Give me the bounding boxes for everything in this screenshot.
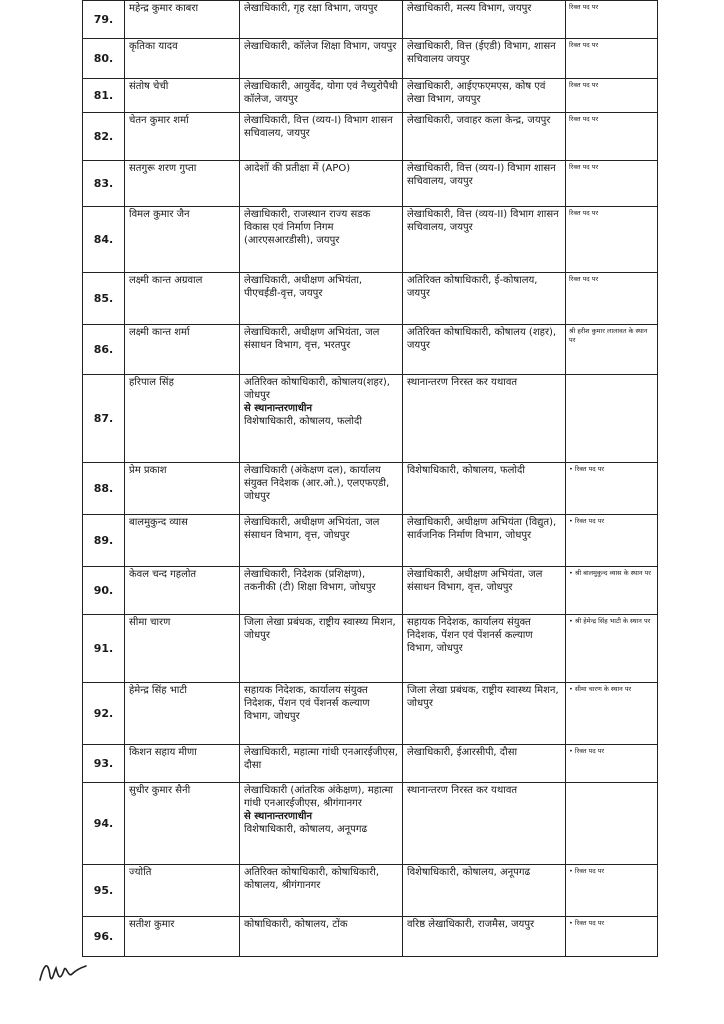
transfer-pending-note: से स्थानान्तरणाधीन: [244, 403, 313, 414]
serial-number: 87.: [83, 375, 125, 463]
remark: [566, 161, 658, 207]
serial-number: 90.: [83, 567, 125, 615]
remark-text: रिक्त पद पर: [569, 209, 599, 217]
table-row: [83, 273, 658, 325]
remark: [566, 917, 658, 957]
employee-name: सतीश कुमार: [125, 917, 240, 957]
table-row: [83, 375, 658, 463]
employee-name: महेन्द्र कुमार काबरा: [125, 1, 240, 39]
table-row: [83, 615, 658, 683]
remark: [566, 515, 658, 567]
employee-name: संतोष चेची: [125, 79, 240, 113]
serial-number: 94.: [83, 783, 125, 865]
current-posting: लेखाधिकारी, अधीक्षण अभियंता, जल संसाधन विभाग, वृत्त, जोधपुर: [240, 515, 403, 567]
new-posting: विशेषाधिकारी, कोषालय, फलोदी: [403, 463, 566, 515]
remark: [566, 745, 658, 783]
remark: [566, 375, 658, 463]
new-posting: लेखाधिकारी, मत्स्य विभाग, जयपुर: [403, 1, 566, 39]
remark-text: रिक्त पद पर: [569, 3, 599, 11]
current-posting: लेखाधिकारी, अधीक्षण अभियंता, पीएचईडी-वृत्त, जयपुर: [240, 273, 403, 325]
table-row: [83, 783, 658, 865]
employee-name: ज्योति: [125, 865, 240, 917]
table-row: [83, 1, 658, 39]
table-row: [83, 113, 658, 161]
current-posting: लेखाधिकारी, कॉलेज शिक्षा विभाग, जयपुर: [240, 39, 403, 79]
table-row: [83, 79, 658, 113]
employee-name: बालमुकुन्द व्यास: [125, 515, 240, 567]
employee-name: विमल कुमार जैन: [125, 207, 240, 273]
new-posting: लेखाधिकारी, जवाहर कला केन्द्र, जयपुर: [403, 113, 566, 161]
employee-name: सतगुरू शरण गुप्ता: [125, 161, 240, 207]
new-posting: स्थानान्तरण निरस्त कर यथावत: [403, 375, 566, 463]
current-posting: लेखाधिकारी (अंकेक्षण दल), कार्यालय संयुक्त निदेशक (आर.ओ.), एलएफएडी, जोधपुर: [240, 463, 403, 515]
new-posting: सहायक निदेशक, कार्यालय संयुक्त निदेशक, पेंशन एवं पेंशनर्स कल्याण विभाग, जोधपुर: [403, 615, 566, 683]
employee-name: कृतिका यादव: [125, 39, 240, 79]
serial-number: 81.: [83, 79, 125, 113]
current-posting: [240, 375, 403, 463]
current-posting-part: लेखाधिकारी (आंतरिक अंकेक्षण), महात्मा गांधी एनआरईजीएस, श्रीगंगानगर: [244, 785, 394, 809]
table-row: [83, 917, 658, 957]
serial-number: 95.: [83, 865, 125, 917]
remark: [566, 783, 658, 865]
new-posting: लेखाधिकारी, वित्त (ईएडी) विभाग, शासन सचिवालय जयपुर: [403, 39, 566, 79]
remark-text: रिक्त पद पर: [569, 81, 599, 89]
table-row: [83, 207, 658, 273]
serial-number: 96.: [83, 917, 125, 957]
serial-number: 89.: [83, 515, 125, 567]
remark-text: • रिक्त पद पर: [569, 867, 604, 875]
employee-name: प्रेम प्रकाश: [125, 463, 240, 515]
remark-text: रिक्त पद पर: [569, 275, 599, 283]
remark: [566, 113, 658, 161]
remark: [566, 1, 658, 39]
serial-number: 93.: [83, 745, 125, 783]
remark-text: • रिक्त पद पर: [569, 465, 604, 473]
transfer-pending-note: से स्थानान्तरणाधीन: [244, 811, 313, 822]
serial-number: 83.: [83, 161, 125, 207]
table-row: [83, 515, 658, 567]
remark: [566, 207, 658, 273]
current-posting-part: अतिरिक्त कोषाधिकारी, कोषालय(शहर), जोधपुर: [244, 377, 390, 401]
table-row: [83, 683, 658, 745]
new-posting: लेखाधिकारी, अधीक्षण अभियंता (विद्युत), सार्वजनिक निर्माण विभाग, जोधपुर: [403, 515, 566, 567]
serial-number: 88.: [83, 463, 125, 515]
remark-text: • रिक्त पद पर: [569, 517, 604, 525]
remark: [566, 325, 658, 375]
employee-name: केवल चन्द गहलोत: [125, 567, 240, 615]
new-posting: वरिष्ठ लेखाधिकारी, राजमैस, जयपुर: [403, 917, 566, 957]
transfer-order-table: [82, 0, 657, 957]
table-row: [83, 325, 658, 375]
current-posting: लेखाधिकारी, आयुर्वेद, योगा एवं नैच्युरोपैथी कॉलेज, जयपुर: [240, 79, 403, 113]
serial-number: 91.: [83, 615, 125, 683]
remark: [566, 463, 658, 515]
current-posting: सहायक निदेशक, कार्यालय संयुक्त निदेशक, पेंशन एवं पेंशनर्स कल्याण विभाग, जोधपुर: [240, 683, 403, 745]
table-body: [83, 1, 658, 957]
serial-number: 79.: [83, 1, 125, 39]
serial-number: 86.: [83, 325, 125, 375]
employee-name: लक्ष्मी कान्त अग्रवाल: [125, 273, 240, 325]
new-posting: लेखाधिकारी, ईआरसीपी, दौसा: [403, 745, 566, 783]
new-posting: लेखाधिकारी, वित्त (व्यय-I) विभाग शासन सचिवालय, जयपुर: [403, 161, 566, 207]
new-posting: स्थानान्तरण निरस्त कर यथावत: [403, 783, 566, 865]
serial-number: 85.: [83, 273, 125, 325]
employee-name: सीमा चारण: [125, 615, 240, 683]
current-posting: लेखाधिकारी, निदेशक (प्रशिक्षण), तकनीकी (टी) शिक्षा विभाग, जोधपुर: [240, 567, 403, 615]
remark: [566, 615, 658, 683]
remark-text: • श्री बालमुकुन्द व्यास के स्थान पर: [569, 569, 651, 577]
remark-text: रिक्त पद पर: [569, 115, 599, 123]
table-row: [83, 463, 658, 515]
serial-number: 80.: [83, 39, 125, 79]
remark-text: रिक्त पद पर: [569, 41, 599, 49]
current-posting: लेखाधिकारी, वित्त (व्यय-I) विभाग शासन सचिवालय, जयपुर: [240, 113, 403, 161]
table-row: [83, 161, 658, 207]
table-row: [83, 39, 658, 79]
table-row: [83, 745, 658, 783]
current-posting: [240, 783, 403, 865]
current-posting: लेखाधिकारी, अधीक्षण अभियंता, जल संसाधन विभाग, वृत्त, भरतपुर: [240, 325, 403, 375]
remark-text: • रिक्त पद पर: [569, 747, 604, 755]
employee-name: सुधीर कुमार सैनी: [125, 783, 240, 865]
remark-text: श्री हरीश कुमार लालावत के स्थान पर: [569, 327, 648, 344]
employee-name: किशन सहाय मीणा: [125, 745, 240, 783]
remark: [566, 39, 658, 79]
remark: [566, 79, 658, 113]
serial-number: 84.: [83, 207, 125, 273]
remark: [566, 273, 658, 325]
remark: [566, 567, 658, 615]
remark: [566, 865, 658, 917]
remark: [566, 683, 658, 745]
serial-number: 92.: [83, 683, 125, 745]
employee-name: हेमेन्द्र सिंह भाटी: [125, 683, 240, 745]
current-posting-part: विशेषाधिकारी, कोषालय, अनूपगढ: [244, 824, 368, 835]
new-posting: विशेषाधिकारी, कोषालय, अनूपगढ: [403, 865, 566, 917]
current-posting: कोषाधिकारी, कोषालय, टोंक: [240, 917, 403, 957]
current-posting: जिला लेखा प्रबंधक, राष्ट्रीय स्वास्थ्य मिशन, जोधपुर: [240, 615, 403, 683]
new-posting: अतिरिक्त कोषाधिकारी, ई-कोषालय, जयपुर: [403, 273, 566, 325]
current-posting: आदेशों की प्रतीक्षा में (APO): [240, 161, 403, 207]
employee-name: चेतन कुमार शर्मा: [125, 113, 240, 161]
table-row: [83, 865, 658, 917]
new-posting: जिला लेखा प्रबंधक, राष्ट्रीय स्वास्थ्य मिशन, जोधपुर: [403, 683, 566, 745]
current-posting: अतिरिक्त कोषाधिकारी, कोषाधिकारी, कोषालय, श्रीगंगानगर: [240, 865, 403, 917]
new-posting: लेखाधिकारी, अधीक्षण अभियंता, जल संसाधन विभाग, वृत्त, जोधपुर: [403, 567, 566, 615]
remark-text: • सीमा चारण के स्थान पर: [569, 685, 631, 693]
remark-text: रिक्त पद पर: [569, 163, 599, 171]
remark-text: • श्री हेमेन्द्र सिंह भाटी के स्थान पर: [569, 617, 650, 625]
serial-number: 82.: [83, 113, 125, 161]
new-posting: लेखाधिकारी, वित्त (व्यय-II) विभाग शासन सचिवालय, जयपुर: [403, 207, 566, 273]
current-posting: लेखाधिकारी, राजस्थान राज्य सडक विकास एवं निर्माण निगम (आरएसआरडीसी), जयपुर: [240, 207, 403, 273]
current-posting: लेखाधिकारी, महात्मा गांधी एनआरईजीएस, दौसा: [240, 745, 403, 783]
table-row: [83, 567, 658, 615]
current-posting: लेखाधिकारी, गृह रक्षा विभाग, जयपुर: [240, 1, 403, 39]
signature-mark: [36, 950, 106, 990]
new-posting: लेखाधिकारी, आईएफएमएस, कोष एवं लेखा विभाग, जयपुर: [403, 79, 566, 113]
employee-name: हरिपाल सिंह: [125, 375, 240, 463]
new-posting: अतिरिक्त कोषाधिकारी, कोषालय (शहर), जयपुर: [403, 325, 566, 375]
employee-name: लक्ष्मी कान्त शर्मा: [125, 325, 240, 375]
remark-text: • रिक्त पद पर: [569, 919, 604, 927]
current-posting-part: विशेषाधिकारी, कोषालय, फलोदी: [244, 416, 362, 427]
